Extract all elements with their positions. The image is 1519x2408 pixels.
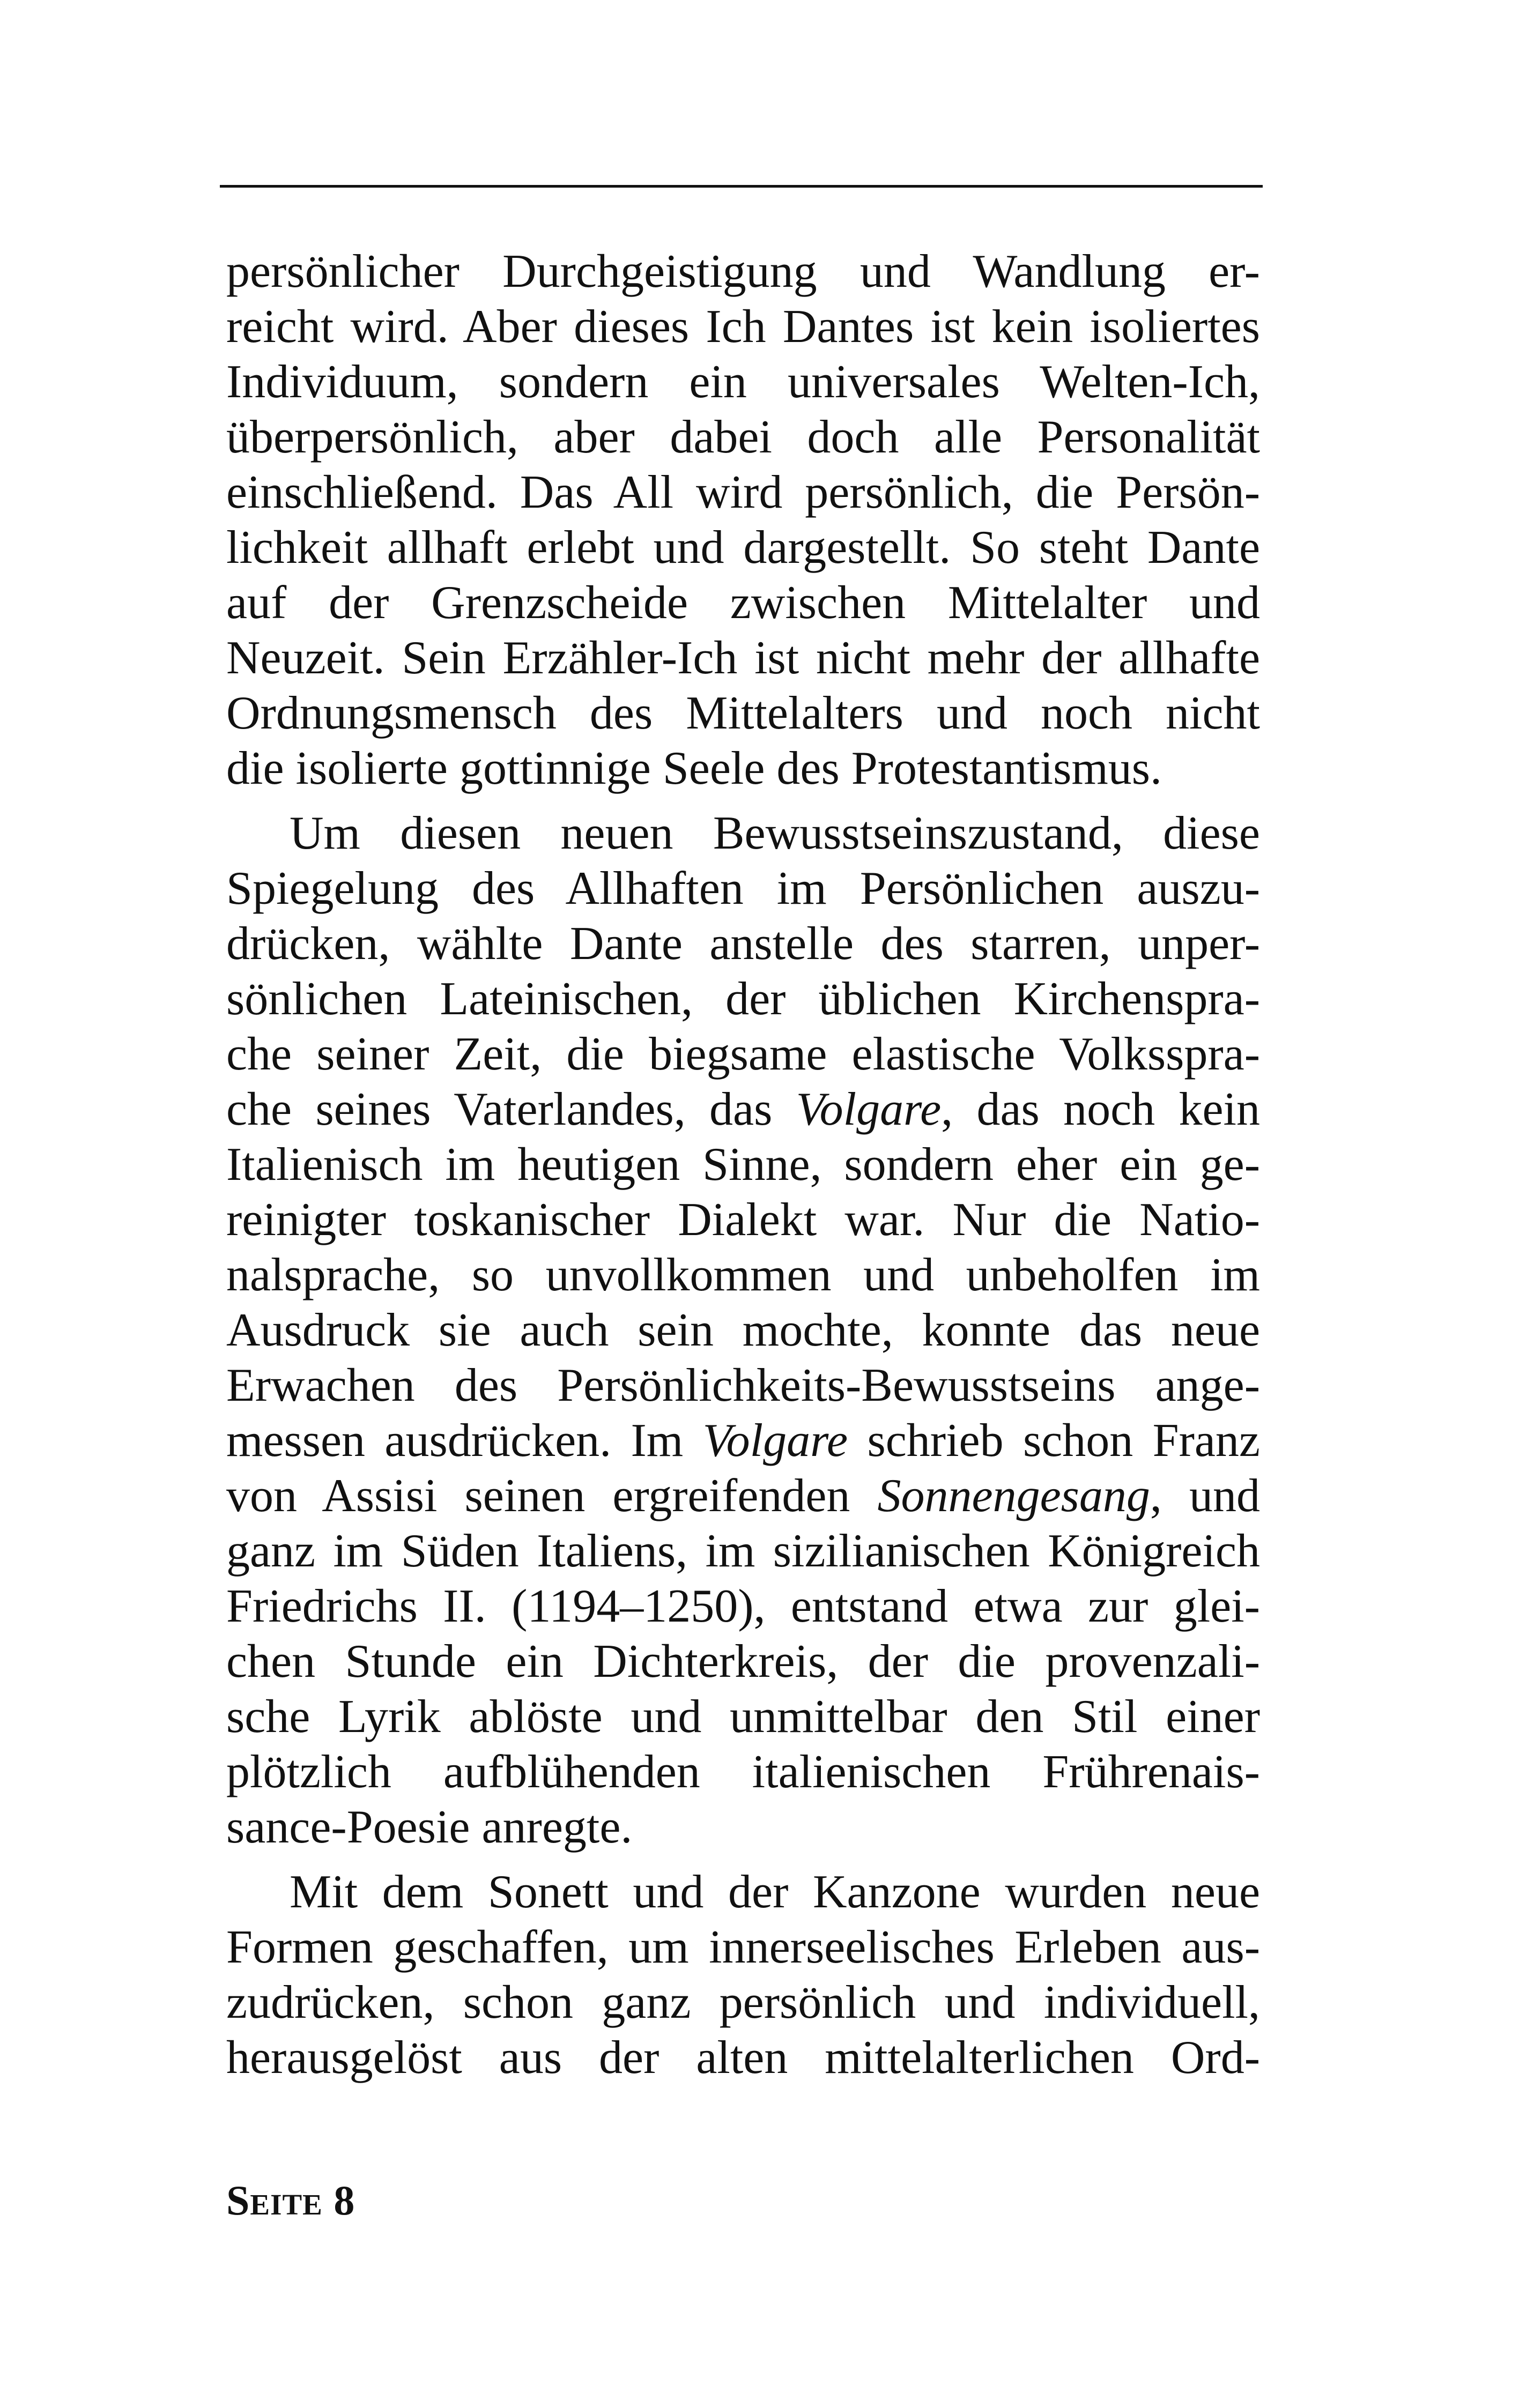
text-line: Ordnungsmensch des Mittelalters und noch nicht [226,687,1260,739]
italic-title: Sonnengesang [877,1470,1150,1522]
text-span: von Assisi seinen ergreifenden [226,1470,878,1522]
text-line: Friedrichs II. (1194–1250), entstand etwa zur glei- [226,1580,1260,1632]
text-line: reicht wird. Aber dieses Ich Dantes ist kein isoliertes [226,301,1260,353]
paragraph [226,806,1260,1855]
text-line: sance-Poesie anregte. [226,1801,633,1853]
text-line: lichkeit allhaft erlebt und dargestellt. So steht Dante [226,522,1260,574]
paragraph [226,244,1260,796]
text-line: reinigter toskanischer Dialekt war. Nur die Natio- [226,1194,1260,1246]
text-line: drücken, wählte Dante anstelle des starren, unper- [226,918,1260,970]
text-span: , und [1150,1470,1260,1522]
page-number: Seite 8 [226,2177,355,2224]
text-span: messen ausdrücken. Im [226,1415,703,1467]
top-rule [220,185,1263,188]
text-span: che seines Vaterlandes, das [226,1083,796,1135]
text-line: einschließend. Das All wird persönlich, die Persön- [226,466,1260,518]
italic-title: Volgare [796,1083,942,1135]
italic-title: Volgare [702,1415,848,1467]
text-line: nalsprache, so unvollkommen und unbeholfen im [226,1249,1260,1301]
text-line: zudrücken, schon ganz persönlich und individuell, [226,1976,1260,2028]
text-line: Mit dem Sonett und der Kanzone wurden neue [290,1866,1260,1918]
text-span: schrieb schon Franz [848,1415,1260,1467]
text-line [226,1413,1260,1468]
text-span: , das noch kein [941,1083,1261,1135]
text-line: die isolierte gottinnige Seele des Protestantismus. [226,742,1162,794]
text-line: Italienisch im heutigen Sinne, sondern eher ein ge- [226,1139,1260,1191]
text-line: Spiegelung des Allhaften im Persönlichen auszu- [226,863,1260,915]
text-line: Neuzeit. Sein Erzähler-Ich ist nicht mehr der allhafte [226,632,1260,684]
text-line: auf der Grenzscheide zwischen Mittelalter und [226,577,1260,629]
text-line: Ausdruck sie auch sein mochte, konnte das neue [226,1304,1260,1356]
paragraph-gap [226,796,1260,806]
text-line: Erwachen des Persönlichkeits-Bewusstseins ange- [226,1359,1260,1411]
paragraph-gap [226,1855,1260,1864]
text-line: Um diesen neuen Bewusstseinszustand, diese [290,807,1260,859]
text-line [226,1468,1260,1523]
body-text [226,244,1260,2085]
text-line: sönlichen Lateinischen, der üblichen Kirchenspra- [226,973,1260,1025]
text-line: sche Lyrik ablöste und unmittelbar den Stil einer [226,1691,1260,1743]
text-line: herausgelöst aus der alten mittelalterlichen Ord- [226,2032,1260,2084]
paragraph [226,1864,1260,2085]
text-line: plötzlich aufblühenden italienischen Frührenais- [226,1746,1260,1798]
text-line: Formen geschaffen, um innerseelisches Erleben aus- [226,1921,1260,1973]
text-line: chen Stunde ein Dichterkreis, der die provenzali- [226,1636,1260,1688]
text-line [226,1082,1260,1137]
text-line: Individuum, sondern ein universales Welten-Ich, [226,356,1260,408]
text-line: che seiner Zeit, die biegsame elastische Volksspra- [226,1028,1260,1080]
text-line: überpersönlich, aber dabei doch alle Personalität [226,411,1260,463]
text-line: ganz im Süden Italiens, im sizilianischen Königreich [226,1525,1260,1577]
text-line: persönlicher Durchgeistigung und Wandlung er- [226,246,1260,298]
